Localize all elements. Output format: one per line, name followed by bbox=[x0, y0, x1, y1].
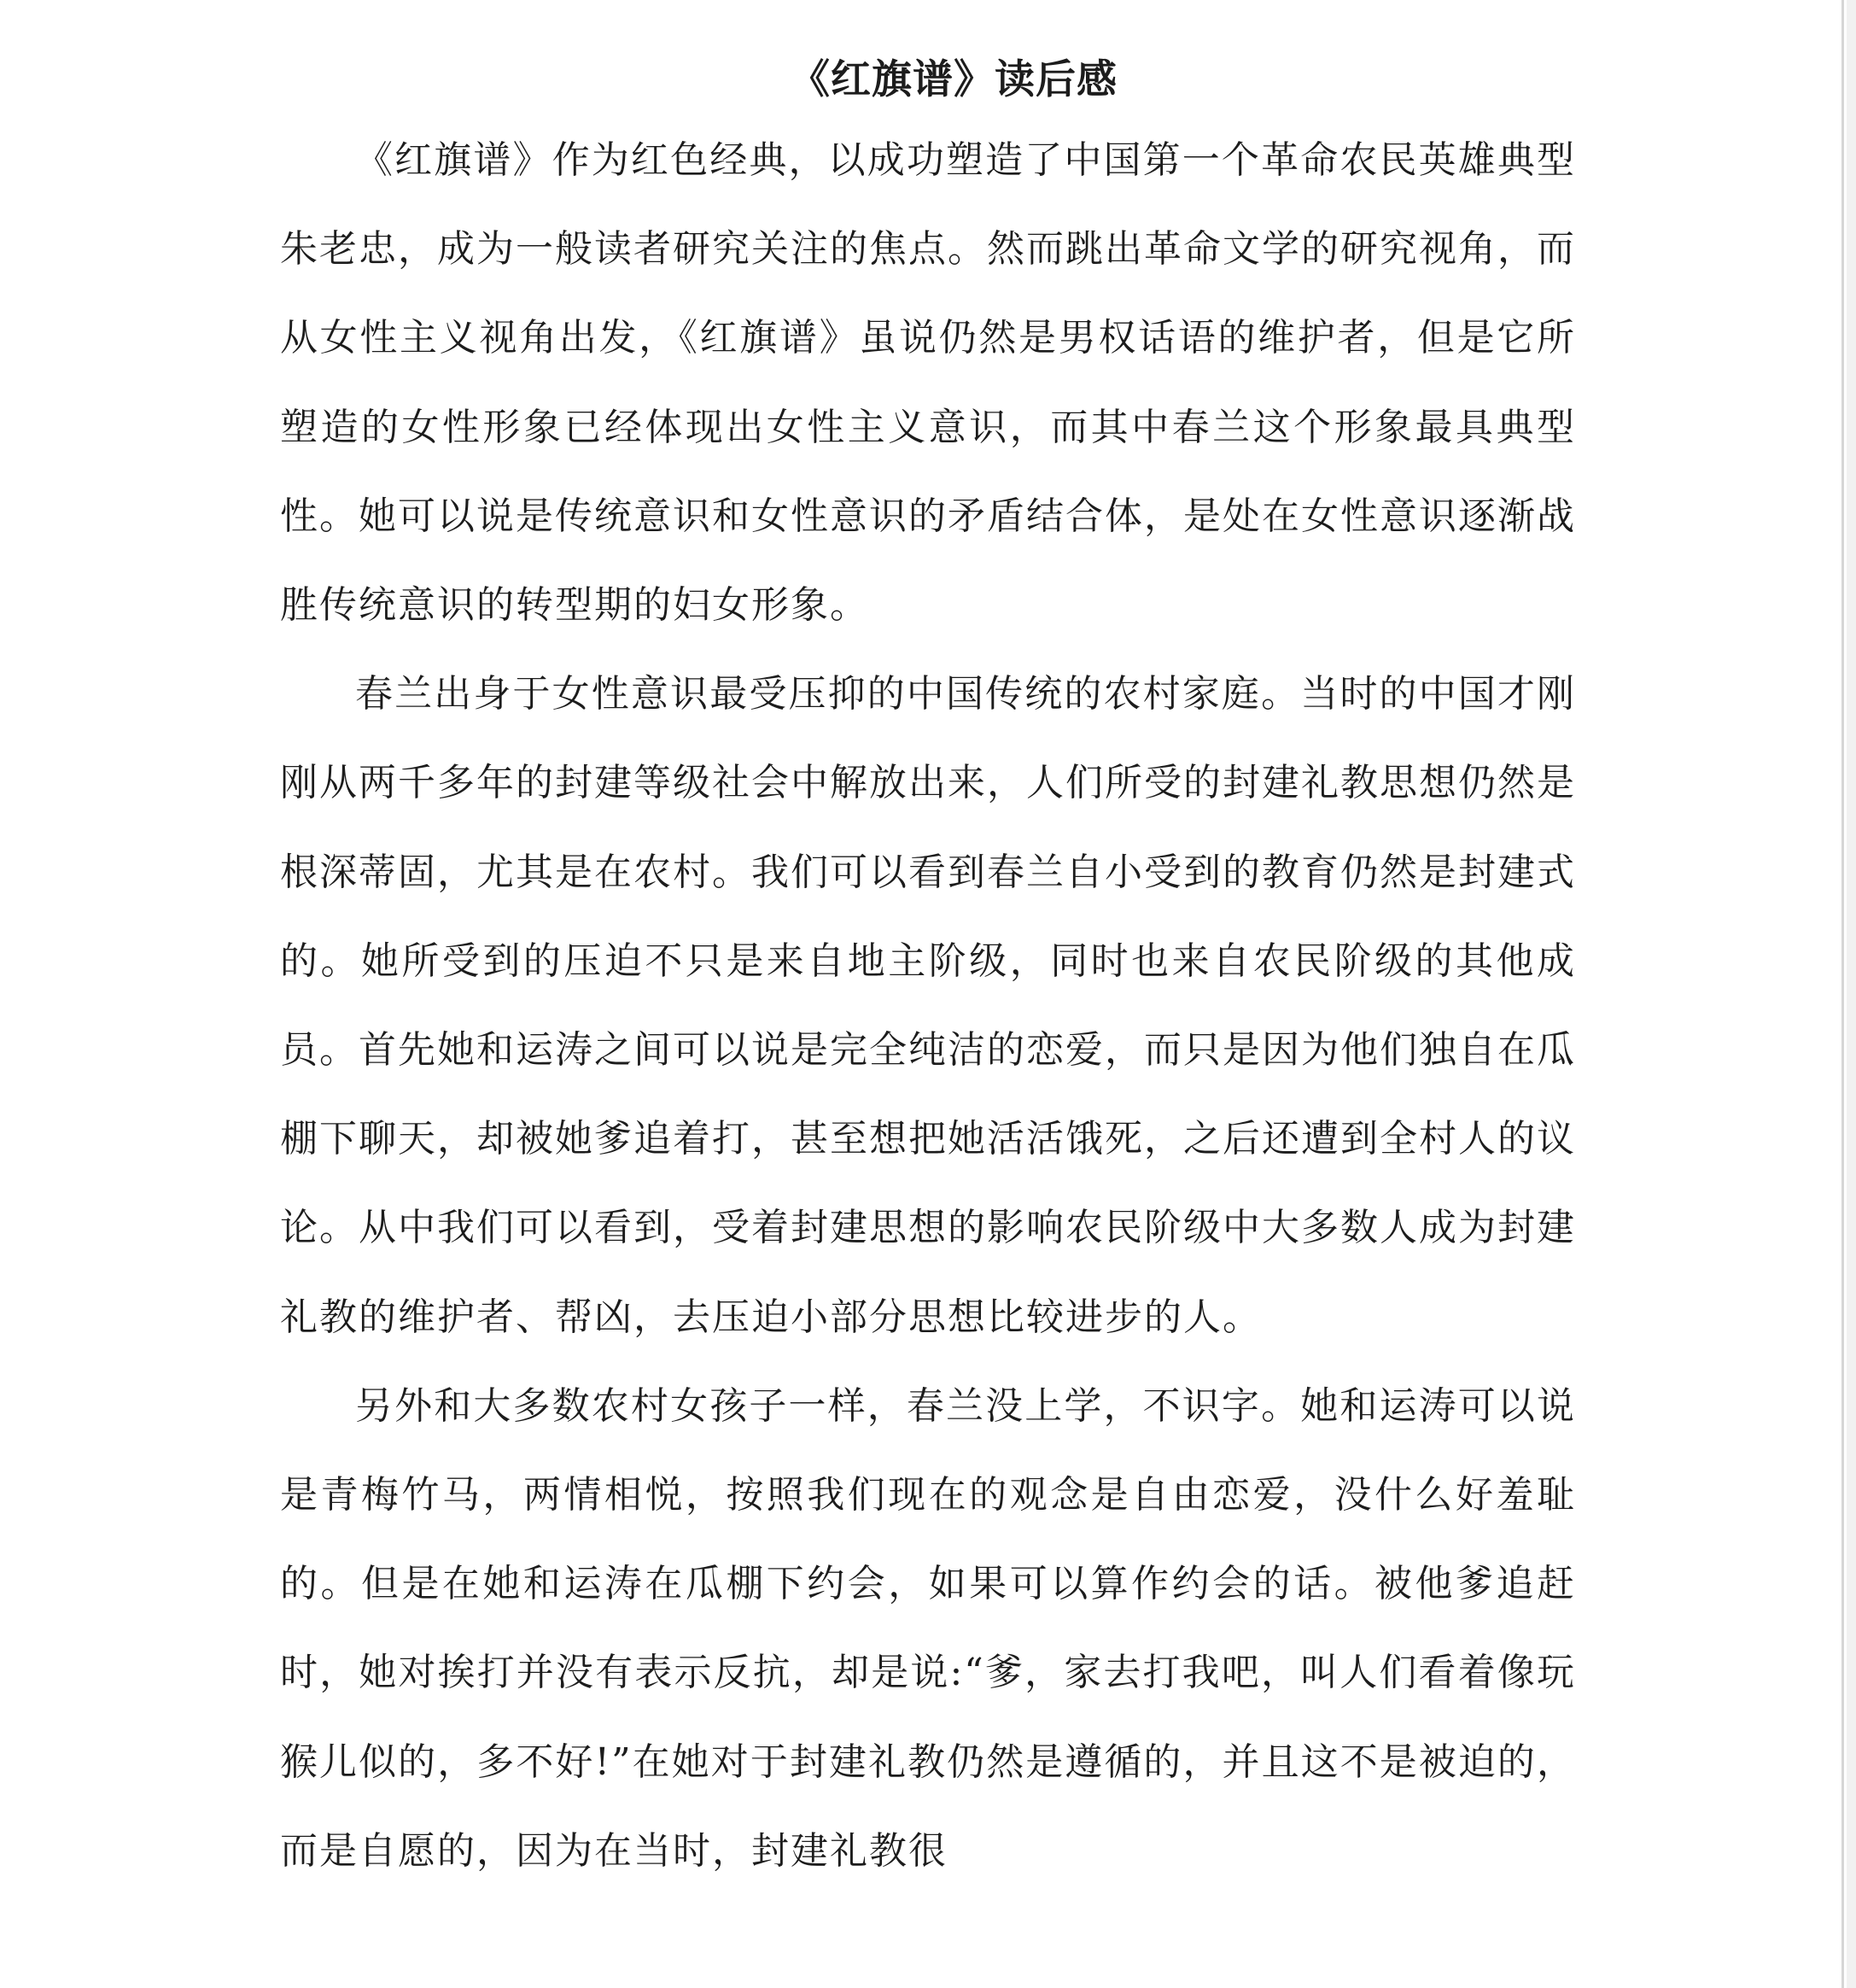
document-title: 《红旗谱》读后感 bbox=[790, 56, 1118, 103]
page-edge-gutter bbox=[1847, 0, 1856, 1988]
paragraph-3: 另外和大多数农村女孩子一样，春兰没上学，不识字。她和运涛可以说是青梅竹马，两情相悦，按照我们现在的观念是自由恋爱，没什么好羞耻的。但是在她和运涛在瓜棚下约会，如果可以算作约会的话。被他爹追赶时，她对挨打并没有表示反抗，却是说:“爹，家去打我吧，叫人们看着像玩猴儿似的，多不好!”在她对于封建礼教仍然是遵循的，并且这不是被迫的，而是自愿的，因为在当时，封建礼教很 bbox=[280, 1383, 1576, 1873]
paragraph-1: 《红旗谱》作为红色经典，以成功塑造了中国第一个革命农民英雄典型朱老忠，成为一般读者研究关注的焦点。然而跳出革命文学的研究视角，而从女性主义视角出发，《红旗谱》虽说仍然是男权话语的维护者，但是它所塑造的女性形象已经体现出女性主义意识，而其中春兰这个形象最具典型性。她可以说是传统意识和女性意识的矛盾结合体，是处在女性意识逐渐战胜传统意识的转型期的妇女形象。 bbox=[280, 138, 1576, 628]
document-content bbox=[280, 44, 1576, 1896]
paragraph-2: 春兰出身于女性意识最受压抑的中国传统的农村家庭。当时的中国才刚刚从两千多年的封建等级社会中解放出来，人们所受的封建礼教思想仍然是根深蒂固，尤其是在农村。我们可以看到春兰自小受到的教育仍然是封建式的。她所受到的压迫不只是来自地主阶级，同时也来自农民阶级的其他成员。首先她和运涛之间可以说是完全纯洁的恋爱，而只是因为他们独自在瓜棚下聊天，却被她爹追着打，甚至想把她活活饿死，之后还遭到全村人的议论。从中我们可以看到，受着封建思想的影响农民阶级中大多数人成为封建礼教的维护者、帮凶，去压迫小部分思想比较进步的人。 bbox=[280, 672, 1576, 1339]
